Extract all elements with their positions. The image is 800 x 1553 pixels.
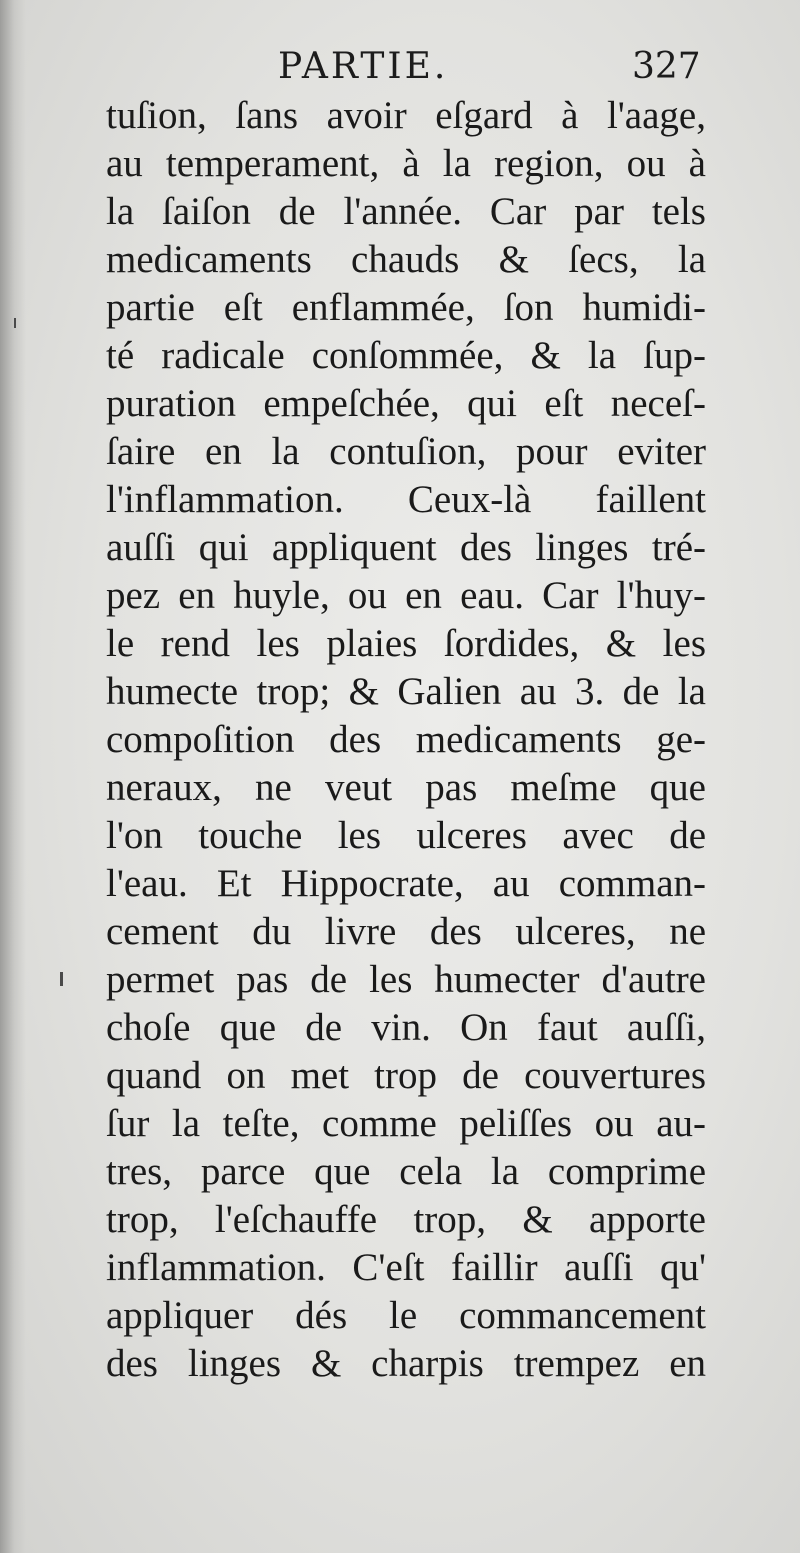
text-line: la ſaiſon de l'année. Car par tels <box>106 190 706 233</box>
text-line: l'inflammation. Ceux-là faillent <box>106 478 706 521</box>
margin-mark <box>60 972 63 986</box>
text-line: inflammation. C'eſt faillir auſſi qu' <box>106 1246 706 1289</box>
text-line: puration empeſchée, qui eſt neceſ- <box>106 382 706 425</box>
text-line: le rend les plaies ſordides, & les <box>106 622 706 665</box>
page-number: 327 <box>632 46 701 87</box>
text-line: medicaments chauds & ſecs, la <box>106 238 706 281</box>
text-line: ſur la teſte, comme peliſſes ou au- <box>106 1102 706 1145</box>
running-head <box>0 42 800 98</box>
text-line: tres, parce que cela la comprime <box>106 1150 706 1193</box>
text-line: trop, l'eſchauffe trop, & apporte <box>106 1198 706 1241</box>
text-line: auſſi qui appliquent des linges tré- <box>106 526 706 569</box>
text-line: au temperament, à la region, ou à <box>106 142 706 185</box>
text-line: compoſition des medicaments ge- <box>106 718 706 761</box>
text-line: permet pas de les humecter d'autre <box>106 958 706 1001</box>
text-line: tuſion, ſans avoir eſgard à l'aage, <box>106 94 706 137</box>
text-line: neraux, ne veut pas meſme que <box>106 766 706 809</box>
running-title: PARTIE. <box>278 46 449 87</box>
text-line: des linges & charpis trempez en <box>106 1342 706 1385</box>
text-line: appliquer dés le commancement <box>106 1294 706 1337</box>
text-line: pez en huyle, ou en eau. Car l'huy- <box>106 574 706 617</box>
text-line: quand on met trop de couvertures <box>106 1054 706 1097</box>
text-line: l'eau. Et Hippocrate, au comman- <box>106 862 706 905</box>
body-text <box>106 92 706 1412</box>
text-line: partie eſt enflammée, ſon humidi- <box>106 286 706 329</box>
text-line: té radicale conſommée, & la ſup- <box>106 334 706 377</box>
text-line: humecte trop; & Galien au 3. de la <box>106 670 706 713</box>
text-line: cement du livre des ulceres, ne <box>106 910 706 953</box>
gutter-shadow <box>0 0 26 1553</box>
text-line: l'on touche les ulceres avec de <box>106 814 706 857</box>
text-line: ſaire en la contuſion, pour eviter <box>106 430 706 473</box>
margin-mark <box>14 318 16 328</box>
text-line: choſe que de vin. On faut auſſi, <box>106 1006 706 1049</box>
